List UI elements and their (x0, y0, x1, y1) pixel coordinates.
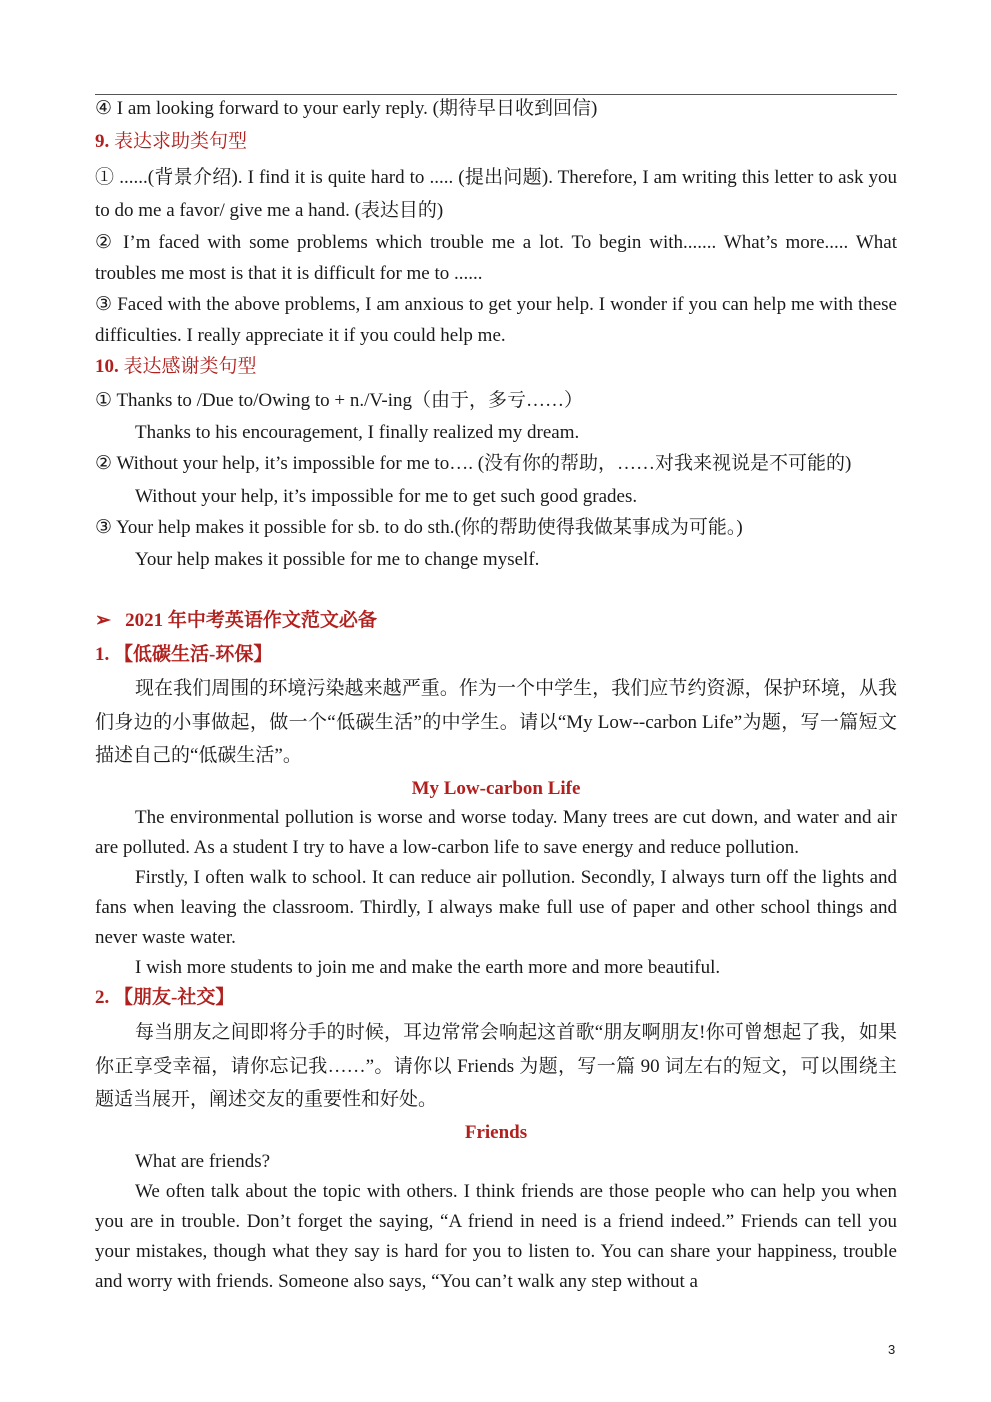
essays-heading-text: 2021 年中考英语作文范文必备 (125, 610, 377, 631)
page-number: 3 (888, 1342, 896, 1357)
list-item: ③ Your help makes it possible for sb. to do sth.(你的帮助使得我做某事成为可能。) (95, 517, 743, 538)
list-item: ② Without your help, it’s impossible for me to…. (没有你的帮助，……对我来视说是不可能的) (95, 453, 852, 474)
essay-paragraph: The environmental pollution is worse and worse today. Many trees are cut down, and water and air are polluted. As a student I try to have a low-carbon life to save energy and reduce pollution. (95, 807, 897, 858)
essay-number: 1. (95, 644, 110, 665)
essay-paragraph: What are friends? (135, 1151, 271, 1172)
essay-prompt: 现在我们周围的环境污染越来越严重。作为一个中学生，我们应节约资源，保护环境，从我们身边的小事做起，做一个“低碳生活”的中学生。请以“My Low--carbon Life”为题，写一篇短文描述自己的“低碳生活”。 (95, 678, 897, 766)
essay-title: My Low-carbon Life (411, 778, 581, 799)
essay-paragraph: Firstly, I often walk to school. It can reduce air pollution. Secondly, I always turn off the lights and fans when leaving the classroom. Thirdly, I always make full use of paper and other school things and never waste water. (95, 867, 897, 948)
essays-heading (95, 608, 897, 634)
essay-topic: 【低碳生活-环保】 (114, 644, 273, 665)
essay-title: Friends (464, 1122, 528, 1143)
section-title: 表达感谢类句型 (123, 356, 257, 377)
header-divider (95, 94, 897, 95)
list-item: ① Thanks to /Due to/Owing to + n./V-ing（由于，多亏……） (95, 390, 583, 411)
essay-prompt: 每当朋友之间即将分手的时候，耳边常常会响起这首歌“朋友啊朋友!你可曾想起了我，如果你正享受幸福，请你忘记我……”。请你以 Friends 为题，写一篇 90 词左右的短文，可以围绕主题适当展开，阐述交友的重要性和好处。 (95, 1022, 897, 1110)
essay-paragraph: We often talk about the topic with others. I think friends are those people who can help you when you are in trouble. Don’t forget the saying, “A friend in need is a friend indeed.” Friends can tell you your mistakes, though what they say is hard for you to listen to. You can share your happiness, trouble and worry with friends. Someone also says, “You can’t walk any step without a (95, 1181, 897, 1292)
list-item: ② I’m faced with some problems which trouble me a lot. To begin with....... What’s more..... What troubles me most is that it is difficult for me to ...... (95, 232, 897, 284)
list-item: ① ......(背景介绍). I find it is quite hard to ..... (提出问题). Therefore, I am writing this letter to ask you to do me a favor/ give me a hand. (表达目的) (95, 167, 897, 221)
section-number: 9. (95, 131, 110, 152)
essay-heading-2 (95, 985, 897, 1011)
essay-paragraph: I wish more students to join me and make the earth more and more beautiful. (135, 957, 721, 978)
essay-heading-1 (95, 642, 897, 668)
list-item: ③ Faced with the above problems, I am anxious to get your help. I wonder if you can help me with these difficulties. I really appreciate it if you could help me. (95, 294, 897, 346)
list-item: ④ I am looking forward to your early reply. (期待早日收到回信) (95, 98, 598, 119)
section-number: 10. (95, 356, 119, 377)
example-sentence: Thanks to his encouragement, I finally realized my dream. (135, 422, 580, 443)
example-sentence: Your help makes it possible for me to change myself. (135, 549, 540, 570)
essay-topic: 【朋友-社交】 (114, 987, 235, 1008)
section-heading-9 (95, 129, 897, 155)
essay-number: 2. (95, 987, 110, 1008)
section-heading-10 (95, 354, 897, 380)
example-sentence: Without your help, it’s impossible for me to get such good grades. (135, 486, 638, 507)
section-title: 表达求助类句型 (114, 131, 248, 152)
arrow-bullet-icon: ➢ (95, 610, 111, 631)
